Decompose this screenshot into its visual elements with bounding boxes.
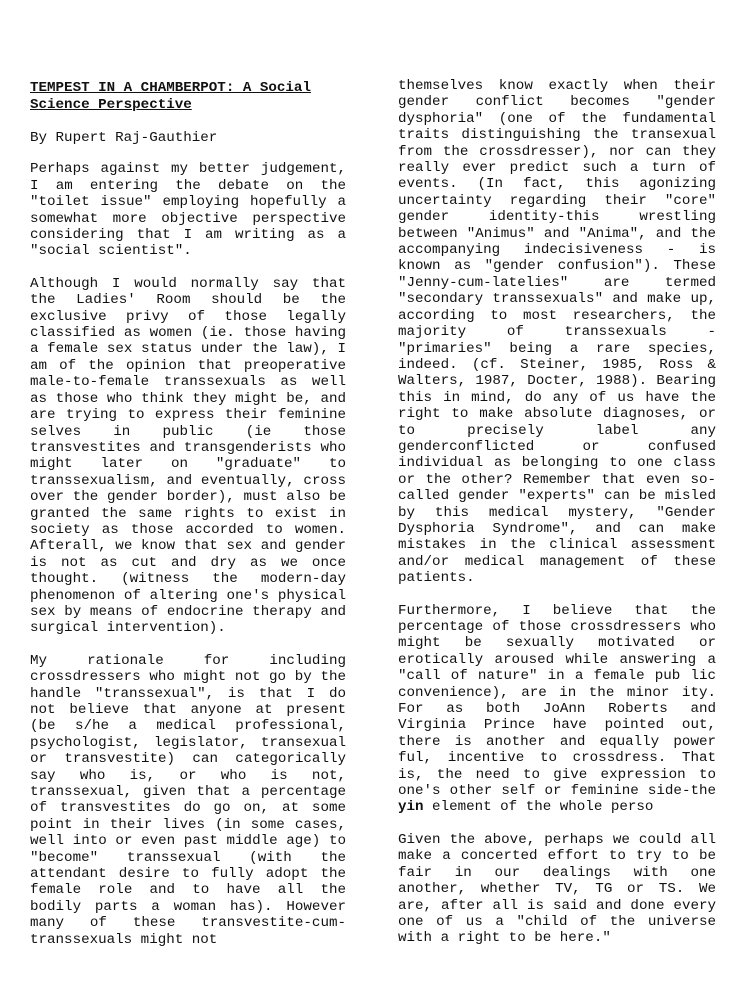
paragraph-4 (398, 603, 716, 816)
paragraph-4-text-a: Furthermore, I believe that the percentage of those crossdressers who might be sexually motivated or erotically aroused while answering a "call of nature" in a female pub lic convenience), are in the minor ity. For as both JoAnn Roberts and Virginia Prince have pointed out, there is another and equally power ful, incentive to crossdress. That is, the need to give expression to one's other self or feminine side-the (398, 602, 716, 800)
paragraph-3-continued: themselves know exactly when their gender conflict becomes "gender dysphoria" (one of the fundamental traits distinguishing the transexual from the crossdresser), nor can they really ever predict such a turn of events. (In fact, this agonizing uncertainty regarding their "core" gender identity-this wrestling between "Animus" and "Anima", and the accompanying indecisiveness - is known as "gender confusion"). These "Jenny-cum-latelies" are termed "secondary transsexuals" and make up, according to most researchers, the majority of transsexuals - "primaries" being a rare species, indeed. (cf. Steiner, 1985, Ross & Walters, 1987, Docter, 1988). Bearing this in mind, do any of us have the right to make absolute diagnoses, or to precisely label any genderconflicted or confused individual as belonging to one class or the other? Remember that even so-called gender "experts" can be misled by this medical mystery, "Gender Dysphoria Syndrome", and can make mistakes in the clinical assessment and/or medical management of these patients. (398, 78, 716, 587)
paragraph-4-text-b: element of the whole perso (423, 799, 654, 816)
left-column (30, 80, 346, 964)
paragraph-1: Perhaps against my better judgement, I am entering the debate on the "toilet issue" employing hopefully a somewhat more objective perspective considering that I am writing as a "social scientist". (30, 161, 346, 260)
paragraph-3-start: My rationale for including crossdressers who might not go by the handle "transsexual", is that I do not believe that anyone at present (be s/he a medical professional, psychologist, legislator, transexual or transvestite) can categorically say who is, or who is not, transsexual, given that a percentage of transvestites do go on, at some point in their lives (in some cases, well into or even past middle age) to "become" transsexual (with the attendant desire to fully adopt the female role and to have all the bodily parts a woman has). However many of these transvestite-cum-transsexuals might not (30, 652, 346, 948)
paragraph-5: Given the above, perhaps we could all make a concerted effort to try to be fair in our dealings with one another, whether TV, TG or TS. We are, after all is said and done every one of us a "child of the universe with a right to be here." (398, 831, 716, 947)
right-column (398, 78, 716, 963)
paragraph-2: Although I would normally say that the Ladies' Room should be the exclusive privy of those legally classified as women (ie. those having a female sex status under the law), I am of the opinion that preoperative male-to-female transsexuals as well as those who think they might be, and are trying to express their feminine selves in public (ie those transvestites and transgenderists who might later on "graduate" to transsexualism, and eventually, cross over the gender border), must also be granted the same rights to exist in society as those accorded to women. Afterall, we know that sex and gender is not as cut and dry as we once thought. (witness the modern-day phenomenon of altering one's physical sex by means of endocrine therapy and surgical intervention). (30, 275, 346, 637)
article-title: TEMPEST IN A CHAMBERPOT: A Social Science Perspective (30, 80, 311, 113)
yin-emphasis: yin (398, 799, 424, 816)
article-byline: By Rupert Raj-Gauthier (30, 130, 218, 146)
